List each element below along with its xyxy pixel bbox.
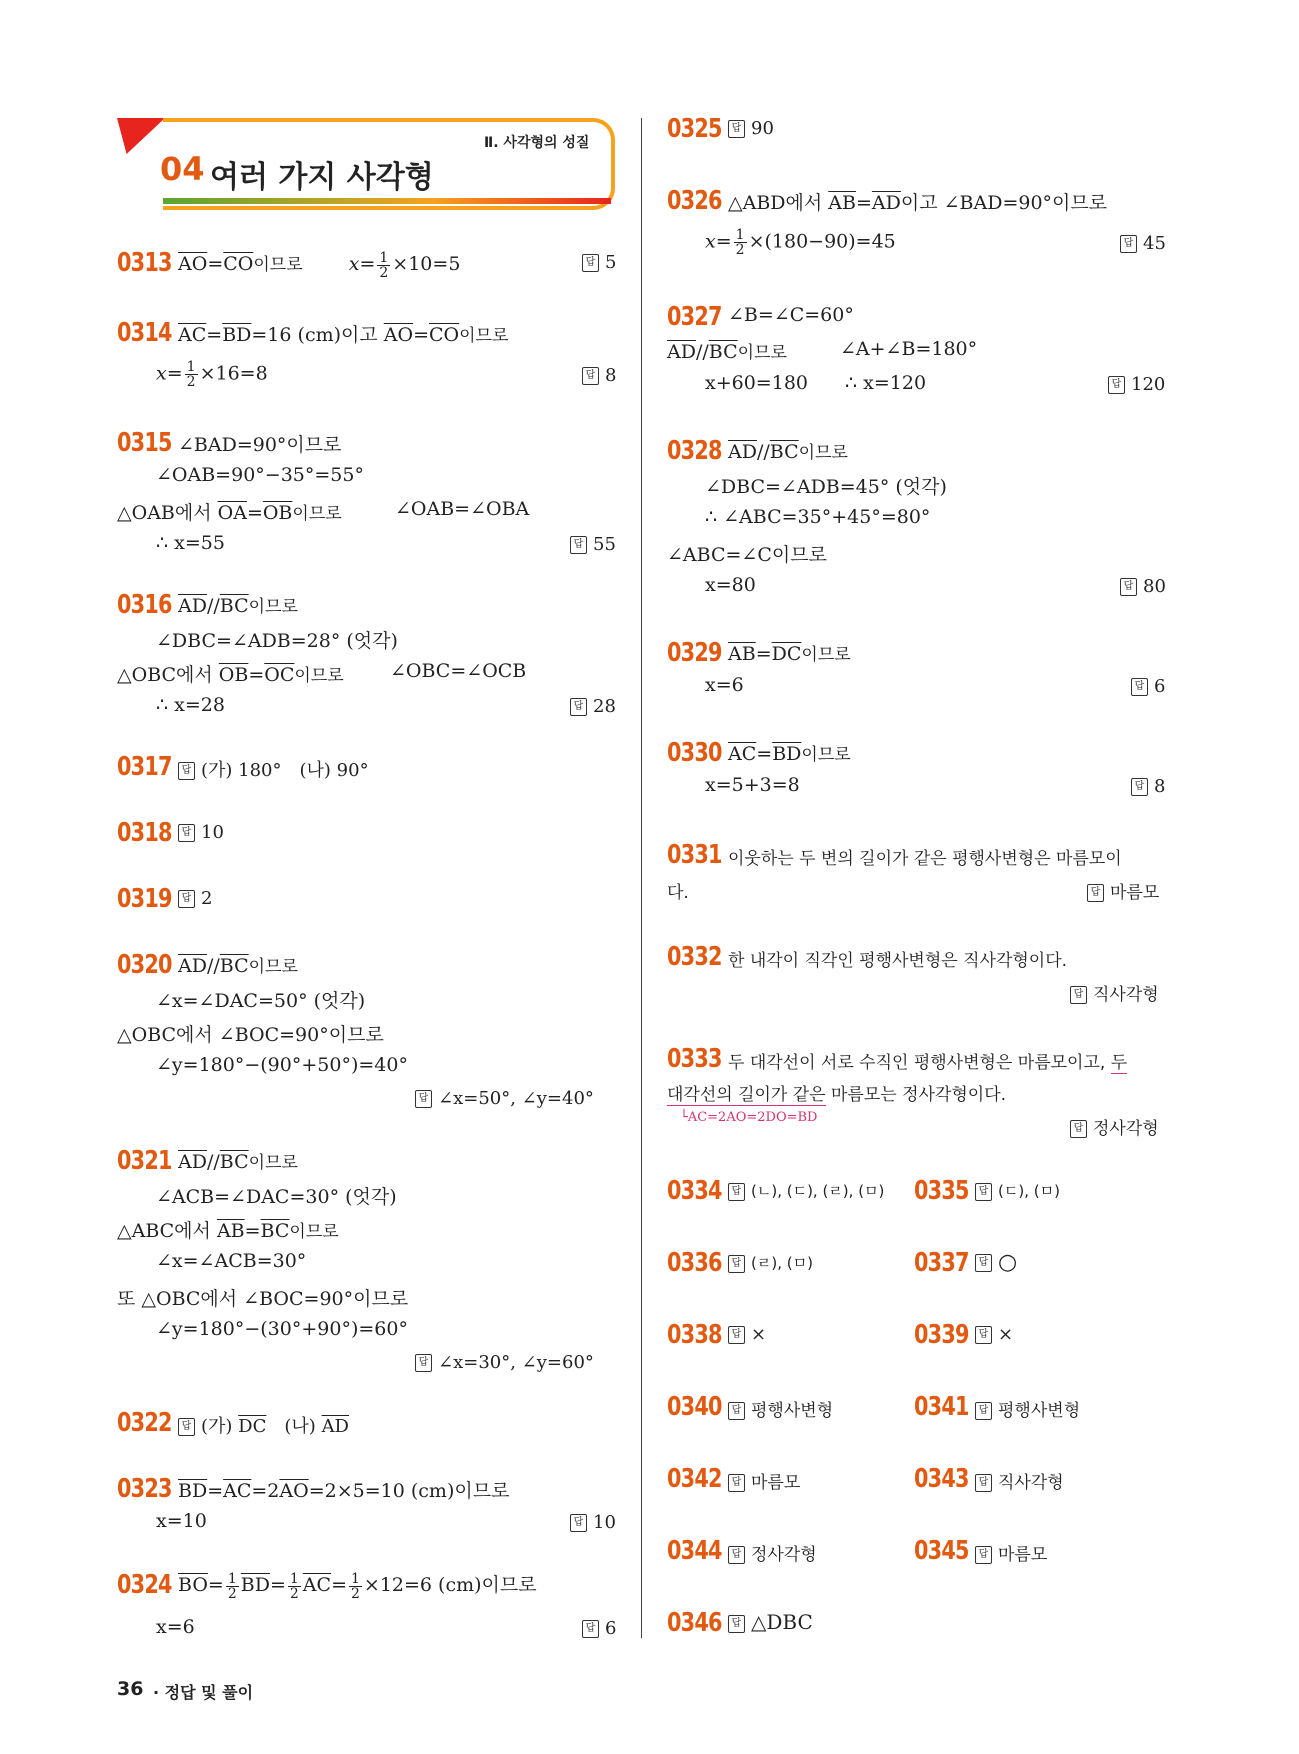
solution-line: $\overline{AC}=\overline{BD}=16$ (cm)이고 $\overline{AO}=\overline{CO}$이므로 bbox=[178, 324, 509, 346]
answer: 답 5 bbox=[582, 252, 616, 273]
chapter-title: 여러 가지 사각형 bbox=[210, 160, 434, 195]
solution-line: 두 대각선이 서로 수직인 평행사변형은 마름모이고, 두 bbox=[728, 1053, 1128, 1073]
answer-icon: 답 bbox=[1108, 376, 1125, 394]
answer: 답 6 bbox=[582, 1618, 616, 1639]
problem-number: 0317 bbox=[117, 752, 172, 782]
answer: 답 6 bbox=[1131, 676, 1165, 697]
answer-icon: 답 bbox=[975, 1546, 992, 1564]
answer-icon: 답 bbox=[728, 1183, 745, 1201]
solution-line: 다. bbox=[667, 883, 689, 903]
answer: 답 × bbox=[728, 1324, 766, 1345]
solution-line: $\overline{BO}=$ $\frac{1}{2}$ $\overline{BD}=$ $\frac{1}{2}$ $\overline{AC}=$ $\frac{1}{2}$ ×12=6 (cm)이므로 bbox=[178, 1570, 537, 1602]
answer: 답 (ㄴ), (ㄷ), (ㄹ), (ㅁ) bbox=[728, 1180, 884, 1201]
problem-number: 0343 bbox=[914, 1464, 969, 1494]
answer: 답 ∠x=50°, ∠y=40° bbox=[415, 1088, 594, 1109]
solution-line: ∠DBC=∠ADB=28° (엇각) bbox=[156, 630, 398, 652]
solution-line: ∠OBC=∠OCB bbox=[390, 660, 527, 682]
problem-number: 0318 bbox=[117, 818, 172, 848]
column-divider bbox=[641, 118, 642, 1638]
problem-number: 0334 bbox=[667, 1176, 722, 1206]
header-accent-shape bbox=[117, 118, 165, 154]
answer-icon: 답 bbox=[1070, 1120, 1087, 1138]
problem-number: 0314 bbox=[117, 318, 172, 348]
problem-number: 0331 bbox=[667, 840, 722, 870]
solution-line: $\overline{AD}//\overline{BC}$이므로 bbox=[667, 341, 787, 363]
answer: 답 ∠x=30°, ∠y=60° bbox=[415, 1352, 594, 1373]
answer-icon: 답 bbox=[582, 1620, 599, 1638]
answer-icon: 답 bbox=[728, 1255, 745, 1273]
solution-line: x=5+3=8 bbox=[705, 774, 800, 796]
solution-line: ∴ x=120 bbox=[845, 372, 927, 394]
problem-number: 0330 bbox=[667, 738, 722, 768]
answer-icon: 답 bbox=[975, 1183, 992, 1201]
solution-line: x+60=180 bbox=[705, 372, 808, 394]
answer-icon: 답 bbox=[1131, 678, 1148, 696]
solution-line: x=6 bbox=[156, 1616, 195, 1638]
problem-number: 0346 bbox=[667, 1608, 722, 1638]
answer: 답 정사각형 bbox=[1070, 1114, 1159, 1139]
answer-icon: 답 bbox=[178, 762, 195, 780]
answer-icon: 답 bbox=[1120, 578, 1137, 596]
answer: 답 (ㄷ), (ㅁ) bbox=[975, 1180, 1060, 1201]
problem-number: 0316 bbox=[117, 590, 172, 620]
answer-icon: 답 bbox=[728, 1474, 745, 1492]
answer-icon: 답 bbox=[975, 1474, 992, 1492]
answer-icon: 답 bbox=[1070, 986, 1087, 1004]
problem-number: 0339 bbox=[914, 1320, 969, 1350]
answer-icon: 답 bbox=[728, 1546, 745, 1564]
problem-number: 0322 bbox=[117, 1408, 172, 1438]
answer-icon: 답 bbox=[415, 1090, 432, 1108]
solution-line: x=80 bbox=[705, 574, 756, 596]
chapter-number: 04 bbox=[160, 150, 205, 188]
annotation-note: └AC=2AO=2DO=BD bbox=[680, 1110, 818, 1125]
problem-number: 0326 bbox=[667, 186, 722, 216]
answer-icon: 답 bbox=[728, 1326, 745, 1344]
solution-line: ∴ x=28 bbox=[156, 694, 225, 716]
problem-number: 0327 bbox=[667, 302, 722, 332]
problem-number: 0315 bbox=[117, 428, 172, 458]
answer: 답 직사각형 bbox=[1070, 980, 1159, 1005]
answer-icon: 답 bbox=[582, 254, 599, 272]
problem-number: 0336 bbox=[667, 1248, 722, 1278]
problem-number: 0323 bbox=[117, 1474, 172, 1504]
answer-icon: 답 bbox=[178, 890, 195, 908]
header-underline bbox=[163, 198, 611, 204]
answer-icon: 답 bbox=[178, 1418, 195, 1436]
solution-line: ∠A+∠B=180° bbox=[840, 338, 978, 360]
answer: 답 2 bbox=[178, 888, 212, 909]
answer-icon: 답 bbox=[1131, 778, 1148, 796]
solution-line: ∠ABC=∠C이므로 bbox=[667, 544, 827, 566]
answer-icon: 답 bbox=[570, 1514, 587, 1532]
answer: 답 (ㄹ), (ㅁ) bbox=[728, 1252, 813, 1273]
footer-label: · 정답 및 풀이 bbox=[153, 1683, 254, 1702]
problem-number: 0335 bbox=[914, 1176, 969, 1206]
answer: 답 평행사변형 bbox=[975, 1396, 1080, 1421]
answer: 답 28 bbox=[570, 696, 616, 717]
solution-line: ∠OAB=90°−35°=55° bbox=[156, 464, 364, 486]
solution-line: $\overline{BD}=\overline{AC}=2\overline{AO}=2\times 5=10$ (cm)이므로 bbox=[178, 1480, 510, 1502]
answer: 답 90 bbox=[728, 118, 774, 139]
answer-icon: 답 bbox=[975, 1254, 992, 1272]
problem-number: 0345 bbox=[914, 1536, 969, 1566]
solution-line: x=6 bbox=[705, 674, 744, 696]
solution-line: ∴ ∠ABC=35°+45°=80° bbox=[705, 506, 931, 528]
solution-line: 한 내각이 직각인 평행사변형은 직사각형이다. bbox=[728, 951, 1068, 971]
solution-line: ∠ACB=∠DAC=30° (엇각) bbox=[156, 1186, 397, 1208]
solution-line: ∴ x=55 bbox=[156, 532, 225, 554]
problem-number: 0324 bbox=[117, 1570, 172, 1600]
answer: 답 80 bbox=[1120, 576, 1166, 597]
answer: 답 마름모 bbox=[1087, 878, 1159, 903]
solution-line: 또 △OBC에서 ∠BOC=90°이므로 bbox=[117, 1288, 409, 1310]
answer-icon: 답 bbox=[178, 824, 195, 842]
answer: 답 (가) $\overline{DC}$ (나) $\overline{AD}$ bbox=[178, 1412, 349, 1438]
answer: 답 마름모 bbox=[975, 1540, 1047, 1565]
problem-number: 0328 bbox=[667, 436, 722, 466]
solution-line: ∠OAB=∠OBA bbox=[395, 498, 530, 520]
problem-number: 0338 bbox=[667, 1320, 722, 1350]
solution-line: ∠B=∠C=60° bbox=[728, 304, 854, 326]
problem-number: 0342 bbox=[667, 1464, 722, 1494]
solution-line: x=10 bbox=[156, 1510, 207, 1532]
answer-icon: 답 bbox=[570, 536, 587, 554]
problem-number: 0329 bbox=[667, 638, 722, 668]
solution-line: △OBC에서 ∠BOC=90°이므로 bbox=[117, 1024, 384, 1046]
solution-line: △OBC에서 $\overline{OB}=\overline{OC}$이므로 bbox=[117, 664, 344, 686]
solution-line: $\overline{AO}=\overline{CO}$이므로 x= $\frac{1}{2}$ ×10=5 bbox=[178, 249, 461, 281]
answer-icon: 답 bbox=[728, 1402, 745, 1420]
answer: 답 55 bbox=[570, 534, 616, 555]
answer-icon: 답 bbox=[975, 1326, 992, 1344]
solution-line: x= $\frac{1}{2}$ ×16=8 bbox=[156, 359, 268, 390]
answer: 답 × bbox=[975, 1324, 1013, 1345]
answer: 답 직사각형 bbox=[975, 1468, 1064, 1493]
answer: 답 정사각형 bbox=[728, 1540, 817, 1565]
answer: 답 45 bbox=[1120, 233, 1166, 254]
answer-icon: 답 bbox=[582, 367, 599, 385]
solution-line: ∠y=180°−(90°+50°)=40° bbox=[156, 1054, 408, 1076]
answer: 답 8 bbox=[582, 365, 616, 386]
answer-icon: 답 bbox=[728, 1615, 745, 1633]
solution-line: $\overline{AD}//\overline{BC}$이므로 bbox=[178, 595, 298, 617]
problem-number: 0340 bbox=[667, 1392, 722, 1422]
page-number: 36 bbox=[117, 1678, 144, 1700]
solution-line: $\overline{AB}=\overline{DC}$이므로 bbox=[728, 643, 851, 665]
answer: 답 10 bbox=[570, 1512, 616, 1533]
answer-icon: 답 bbox=[1087, 884, 1104, 902]
answer-icon: 답 bbox=[570, 698, 587, 716]
answer: 답 10 bbox=[178, 822, 224, 843]
solution-line: ∠DBC=∠ADB=45° (엇각) bbox=[705, 476, 947, 498]
answer-icon: 답 bbox=[975, 1402, 992, 1420]
answer: 답 (가) 180° (나) 90° bbox=[178, 756, 369, 782]
solution-line: ∠BAD=90°이므로 bbox=[178, 434, 342, 456]
solution-line: $\overline{AD}//\overline{BC}$이므로 bbox=[728, 441, 848, 463]
answer: 답 ○ bbox=[975, 1250, 1017, 1275]
problem-number: 0337 bbox=[914, 1248, 969, 1278]
solution-line: $\overline{AD}//\overline{BC}$이므로 bbox=[178, 955, 298, 977]
solution-line: ∠y=180°−(30°+90°)=60° bbox=[156, 1318, 408, 1340]
solution-line: $\overline{AC}=\overline{BD}$이므로 bbox=[728, 743, 851, 765]
answer: 답 마름모 bbox=[728, 1468, 800, 1493]
problem-number: 0333 bbox=[667, 1044, 722, 1074]
answer: 답 △DBC bbox=[728, 1610, 813, 1634]
problem-number: 0341 bbox=[914, 1392, 969, 1422]
solution-line: 대각선의 길이가 같은 마름모는 정사각형이다. bbox=[667, 1085, 1007, 1105]
answer-icon: 답 bbox=[415, 1354, 432, 1372]
answer-icon: 답 bbox=[1120, 235, 1137, 253]
section-label: Ⅱ. 사각형의 성질 bbox=[484, 135, 590, 151]
solution-line: ∠x=∠DAC=50° (엇각) bbox=[156, 990, 366, 1012]
answer: 답 120 bbox=[1108, 374, 1165, 395]
solution-line: 이웃하는 두 변의 길이가 같은 평행사변형은 마름모이 bbox=[728, 849, 1122, 869]
solution-line: x= $\frac{1}{2}$ ×(180−90)=45 bbox=[705, 227, 896, 258]
problem-number: 0325 bbox=[667, 114, 722, 144]
solution-line: △ABC에서 $\overline{AB}=\overline{BC}$이므로 bbox=[117, 1220, 339, 1242]
problem-number: 0313 bbox=[117, 248, 172, 278]
problem-number: 0321 bbox=[117, 1146, 172, 1176]
problem-number: 0319 bbox=[117, 884, 172, 914]
answer-icon: 답 bbox=[728, 120, 745, 138]
solution-line: ∠x=∠ACB=30° bbox=[156, 1250, 307, 1272]
problem-number: 0344 bbox=[667, 1536, 722, 1566]
answer: 답 8 bbox=[1131, 776, 1165, 797]
problem-number: 0320 bbox=[117, 950, 172, 980]
answer: 답 평행사변형 bbox=[728, 1396, 833, 1421]
solution-line: △ABD에서 $\overline{AB}=\overline{AD}$이고 ∠BAD=90°이므로 bbox=[728, 192, 1108, 214]
solution-line: $\overline{AD}//\overline{BC}$이므로 bbox=[178, 1151, 298, 1173]
problem-number: 0332 bbox=[667, 942, 722, 972]
solution-line: △OAB에서 $\overline{OA}=\overline{OB}$이므로 bbox=[117, 502, 342, 524]
